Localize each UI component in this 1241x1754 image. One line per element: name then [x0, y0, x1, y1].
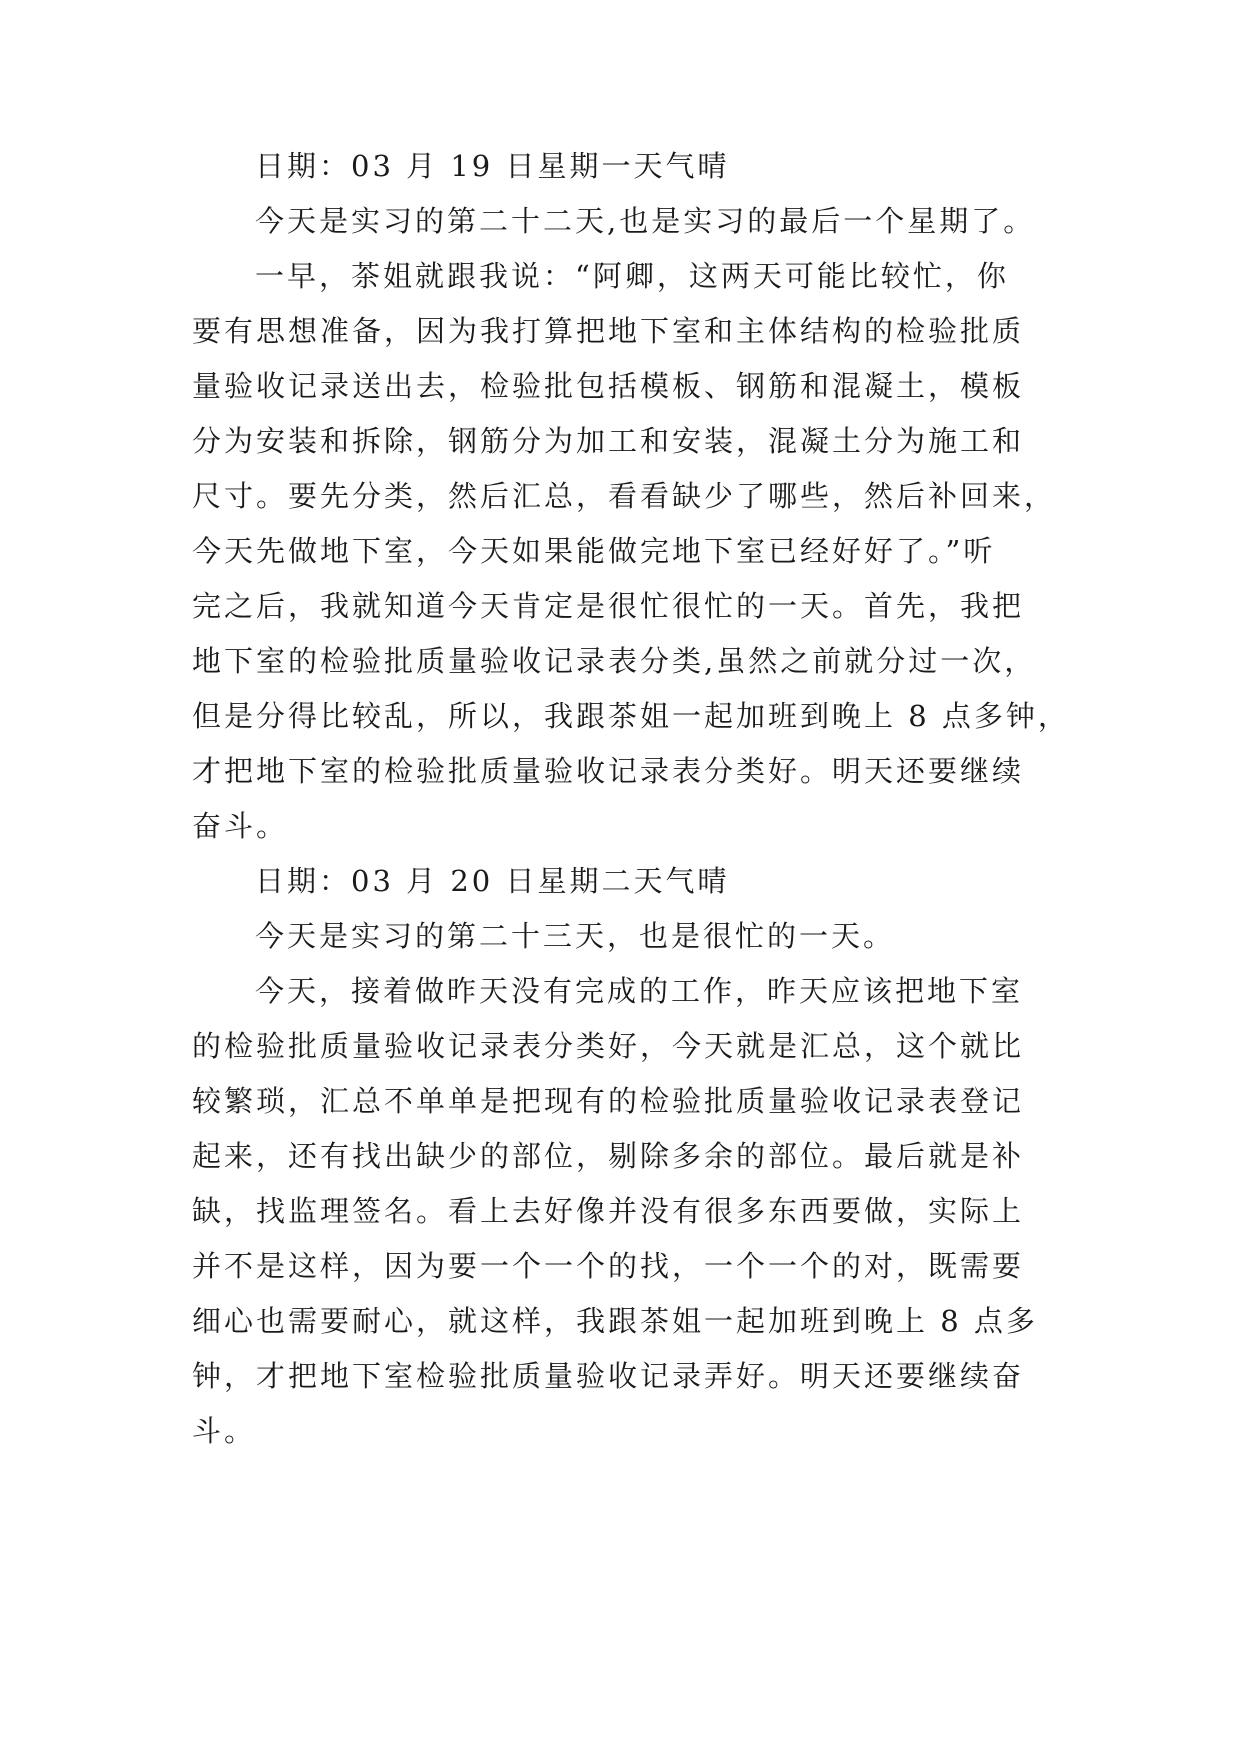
paragraph-line: 较繁琐，汇总不单单是把现有的检验批质量验收记录表登记 — [192, 1084, 1025, 1118]
entry-lead: 今天是实习的第二十三天，也是很忙的一天。 — [255, 919, 896, 953]
paragraph-line: 斗。 — [192, 1414, 257, 1448]
entry-date: 日期：03 月 20 日星期二天气晴 — [255, 864, 730, 898]
paragraph-line: 钟，才把地下室检验批质量验收记录弄好。明天还要继续奋 — [192, 1359, 1025, 1393]
paragraph-line: 起来，还有找出缺少的部位，剔除多余的部位。最后就是补 — [192, 1139, 1025, 1173]
paragraph-line: 才把地下室的检验批质量验收记录表分类好。明天还要继续 — [192, 754, 1025, 788]
paragraph-line: 缺，找监理签名。看上去好像并没有很多东西要做，实际上 — [192, 1194, 1025, 1228]
entry-date: 日期：03 月 19 日星期一天气晴 — [255, 149, 730, 183]
paragraph-line: 细心也需要耐心，就这样，我跟茶姐一起加班到晚上 8 点多 — [192, 1304, 1038, 1338]
paragraph-line: 地下室的检验批质量验收记录表分类,虽然之前就分过一次， — [192, 644, 1037, 678]
entry-lead: 今天是实习的第二十二天,也是实习的最后一个星期了。 — [255, 204, 1036, 238]
paragraph-line: 完之后，我就知道今天肯定是很忙很忙的一天。首先，我把 — [192, 589, 1025, 623]
paragraph-line: 的检验批质量验收记录表分类好，今天就是汇总，这个就比 — [192, 1029, 1025, 1063]
paragraph-line: 要有思想准备，因为我打算把地下室和主体结构的检验批质 — [192, 314, 1025, 348]
paragraph-line: 并不是这样，因为要一个一个的找，一个一个的对，既需要 — [192, 1249, 1025, 1283]
paragraph-line: 分为安装和拆除，钢筋分为加工和安装，混凝土分为施工和 — [192, 424, 1025, 458]
paragraph-line: 奋斗。 — [192, 809, 289, 843]
paragraph-line: 今天先做地下室，今天如果能做完地下室已经好好了。”听 — [192, 534, 996, 568]
paragraph-line: 但是分得比较乱，所以，我跟茶姐一起加班到晚上 8 点多钟， — [192, 699, 1070, 733]
paragraph-line: 量验收记录送出去，检验批包括模板、钢筋和混凝土，模板 — [192, 369, 1025, 403]
paragraph-line: 今天，接着做昨天没有完成的工作，昨天应该把地下室 — [255, 974, 1024, 1008]
paragraph-line: 尺寸。要先分类，然后汇总，看看缺少了哪些，然后补回来， — [192, 479, 1057, 513]
paragraph-line: 一早，茶姐就跟我说：“阿卿，这两天可能比较忙，你 — [255, 259, 1009, 293]
